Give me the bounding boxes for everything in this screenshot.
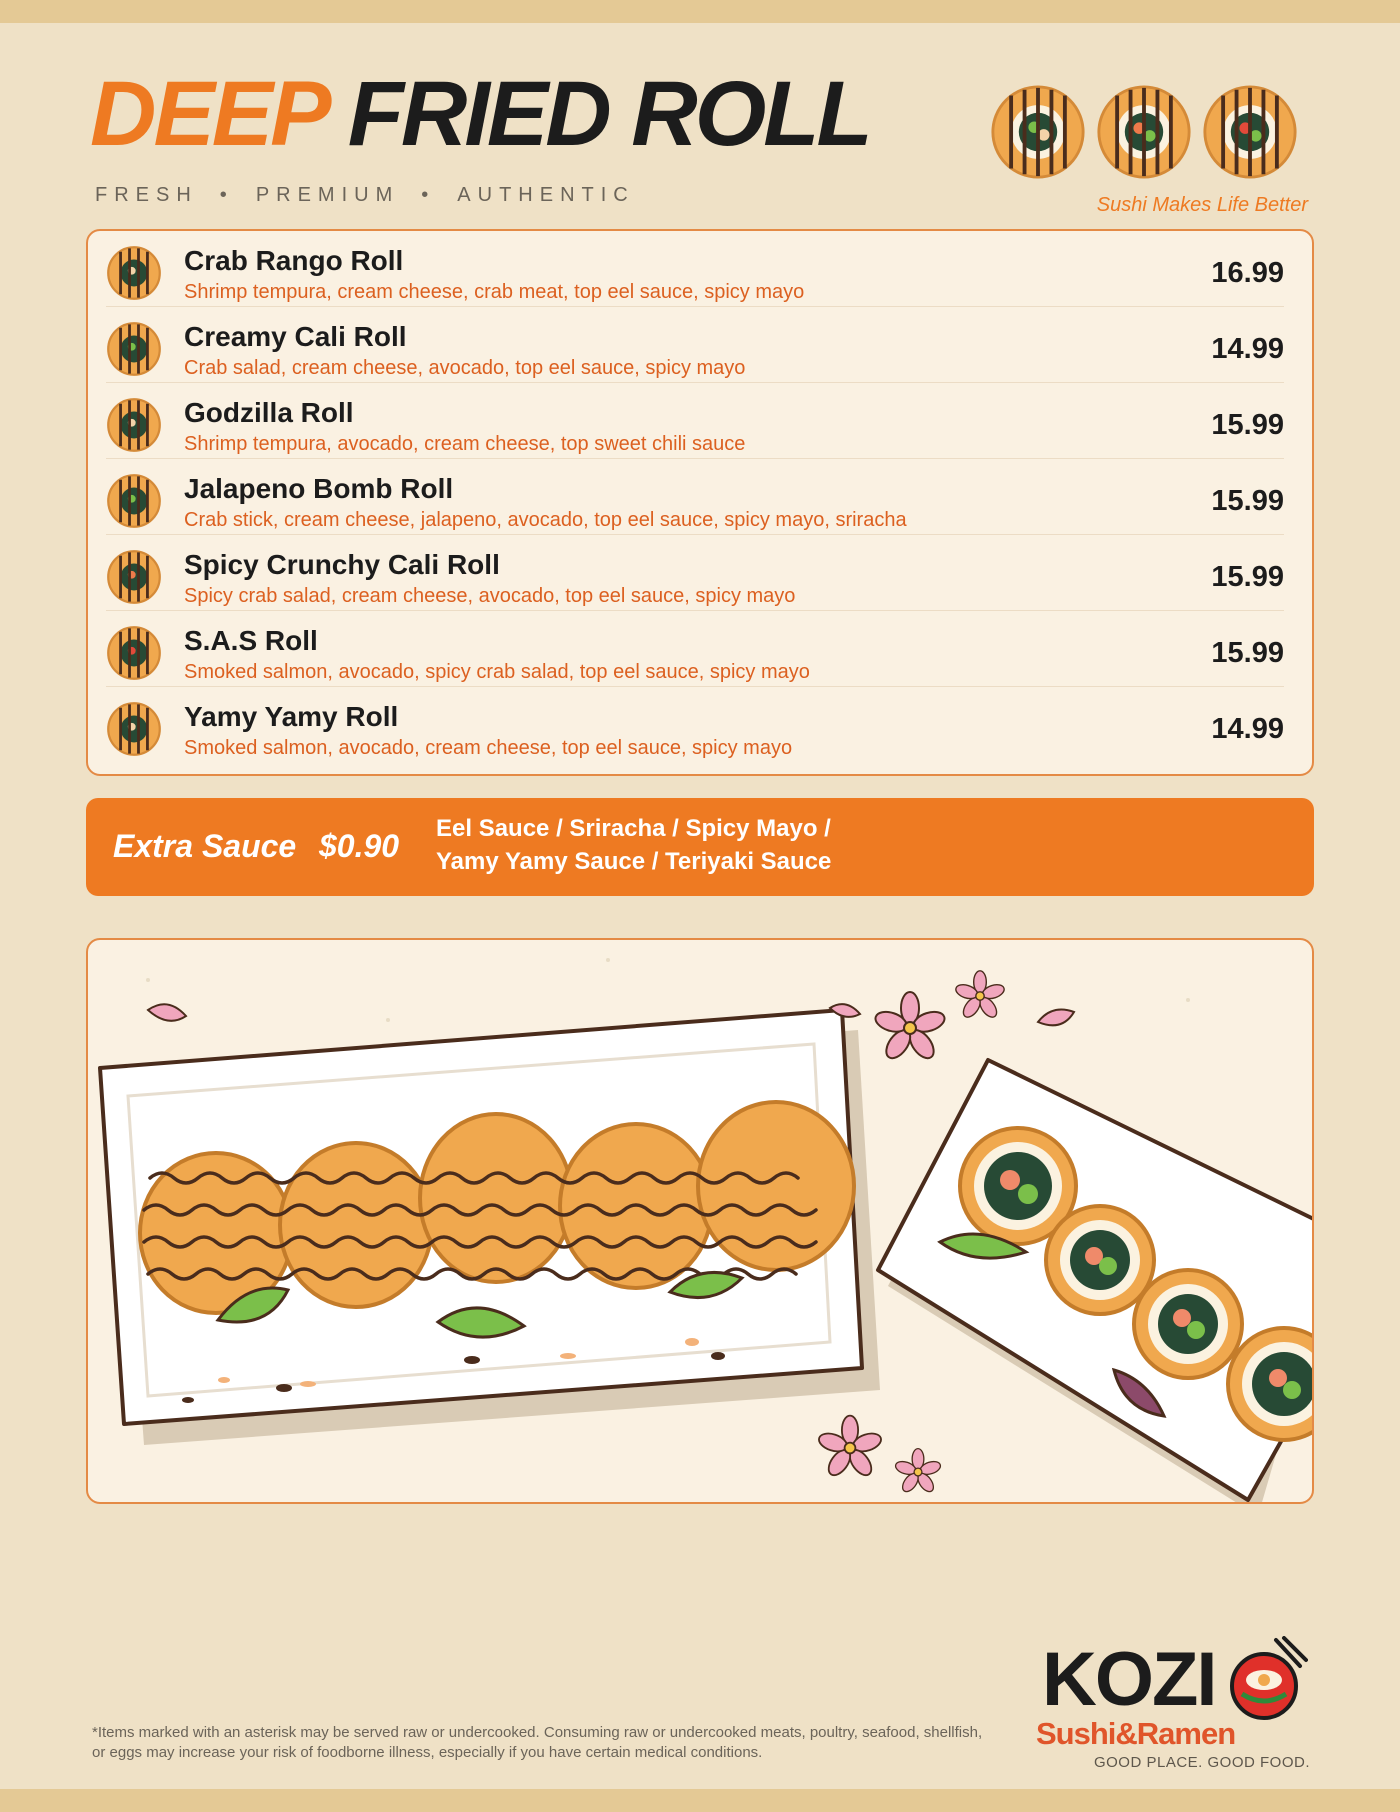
item-price: 14.99 — [1211, 333, 1284, 365]
page-title — [90, 63, 870, 165]
menu-item — [106, 535, 1284, 611]
item-description: Crab stick, cream cheese, jalapeno, avocado, top eel sauce, spicy mayo, sriracha — [184, 509, 907, 531]
menu-item — [106, 383, 1284, 459]
sushi-plates-illustration — [88, 940, 1314, 1504]
sakura-flower-icon — [894, 1449, 942, 1495]
extra-sauce-price: $0.90 — [319, 828, 400, 864]
sakura-flower-icon — [954, 971, 1006, 1020]
menu-item — [106, 459, 1284, 535]
title-fried-roll: FRIED ROLL — [347, 63, 870, 165]
item-price: 14.99 — [1211, 713, 1284, 745]
menu-item — [106, 687, 1284, 763]
item-name: Yamy Yamy Roll — [184, 701, 399, 732]
menu-item — [106, 307, 1284, 383]
ramen-bowl-icon — [1228, 1636, 1308, 1722]
fried-roll-icon — [106, 397, 162, 453]
tagline-premium: PREMIUM — [255, 184, 400, 206]
fried-roll-icon — [106, 625, 162, 681]
fried-roll-icon — [1202, 84, 1298, 180]
title-deep: DEEP — [90, 63, 326, 165]
extra-sauce-label: Extra Sauce — [113, 828, 297, 864]
menu-item — [106, 611, 1284, 687]
item-price: 15.99 — [1211, 485, 1284, 517]
bottom-band — [0, 1789, 1400, 1812]
item-description: Shrimp tempura, avocado, cream cheese, top sweet chili sauce — [184, 433, 746, 455]
slogan: Sushi Makes Life Better — [1096, 194, 1308, 216]
brand-logo — [1030, 1637, 1310, 1771]
sauce-options-line-2: Yamy Yamy Sauce / Teriyaki Sauce — [436, 848, 832, 875]
menu-item — [106, 231, 1284, 307]
fried-roll-icon — [106, 473, 162, 529]
item-description: Smoked salmon, avocado, spicy crab salad, top eel sauce, spicy mayo — [184, 661, 810, 683]
brand-subtitle: Sushi&Ramen — [1036, 1716, 1236, 1751]
brand-tagline: GOOD PLACE. GOOD FOOD. — [1093, 1754, 1310, 1771]
fried-roll-icon — [106, 321, 162, 377]
extra-sauce-banner — [86, 798, 1314, 896]
tagline-authentic: AUTHENTIC — [457, 184, 635, 206]
fried-roll-icon — [106, 245, 162, 301]
fried-roll-icon — [1096, 84, 1192, 180]
tagline-dot: • — [421, 184, 436, 206]
item-description: Smoked salmon, avocado, cream cheese, top eel sauce, spicy mayo — [184, 737, 793, 759]
item-description: Spicy crab salad, cream cheese, avocado, top eel sauce, spicy mayo — [184, 585, 796, 607]
item-description: Shrimp tempura, cream cheese, crab meat, top eel sauce, spicy mayo — [184, 281, 805, 303]
hero-roll-icons — [990, 84, 1302, 182]
item-name: Spicy Crunchy Cali Roll — [184, 549, 500, 580]
item-price: 16.99 — [1211, 257, 1284, 289]
food-illustration — [86, 938, 1314, 1504]
top-band — [0, 0, 1400, 23]
sakura-flower-icon — [817, 1416, 884, 1479]
item-name: S.A.S Roll — [184, 625, 318, 656]
disclaimer: *Items marked with an asterisk may be served raw or undercooked. Consuming raw or undercooked meats, poultry, seafood, shellfish, or eggs may increase your risk of foodborne illness, especially if you have certain medical conditions. — [92, 1724, 983, 1761]
item-description: Crab salad, cream cheese, avocado, top eel sauce, spicy mayo — [184, 357, 746, 379]
fried-roll-icon — [106, 549, 162, 605]
tagline-dot: • — [219, 184, 234, 206]
fried-roll-icon — [990, 84, 1086, 180]
tagline-fresh: FRESH — [95, 184, 198, 206]
item-price: 15.99 — [1211, 409, 1284, 441]
fried-roll-icon — [106, 701, 162, 757]
sakura-flower-icon — [873, 992, 947, 1062]
tagline — [95, 184, 635, 207]
item-price: 15.99 — [1211, 637, 1284, 669]
menu-list — [86, 229, 1314, 776]
item-name: Crab Rango Roll — [184, 245, 404, 276]
item-name: Godzilla Roll — [184, 397, 354, 428]
item-name: Creamy Cali Roll — [184, 321, 407, 352]
item-name: Jalapeno Bomb Roll — [184, 473, 454, 504]
item-price: 15.99 — [1211, 561, 1284, 593]
brand-name: KOZI — [1042, 1637, 1216, 1722]
sauce-options-line-1: Eel Sauce / Sriracha / Spicy Mayo / — [436, 815, 831, 842]
